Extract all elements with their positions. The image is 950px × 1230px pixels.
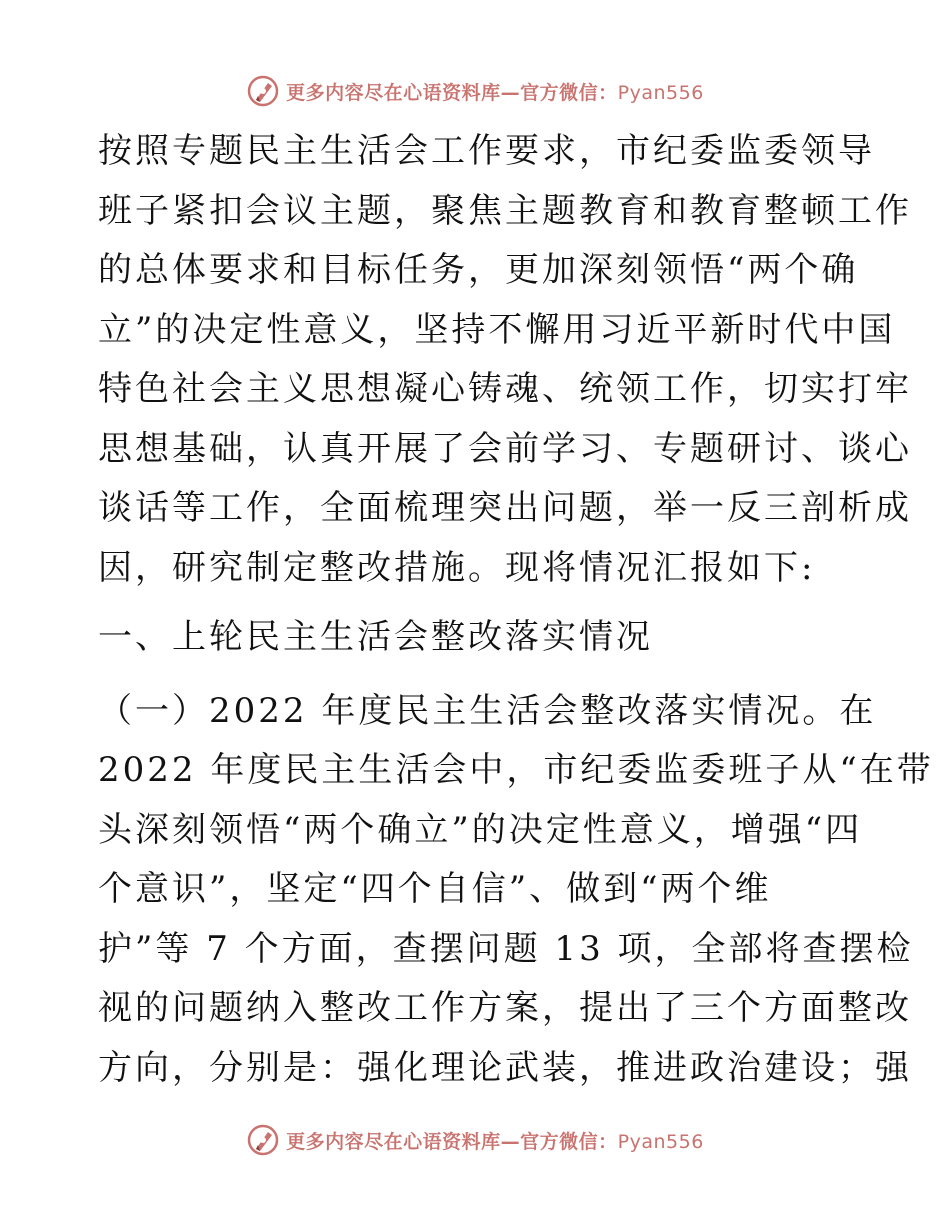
section-heading: 一、上轮民主生活会整改落实情况 bbox=[98, 617, 653, 657]
text-line: 按照专题民主生活会工作要求，市纪委监委领导 bbox=[98, 131, 875, 171]
pen-logo-icon bbox=[246, 74, 280, 108]
text-line: 头深刻领悟“两个确立”的决定性意义，增强“四 bbox=[98, 809, 863, 850]
paragraph-section-1 bbox=[98, 682, 934, 1099]
watermark-text: 更多内容尽在心语资料库—官方微信：Pyan556 bbox=[286, 81, 704, 104]
text-line: （一）2022 年度民主生活会整改落实情况。在 bbox=[98, 690, 877, 731]
pen-logo-icon bbox=[246, 1123, 280, 1157]
text-line: 谈话等工作，全面梳理突出问题，举一反三剖析成 bbox=[98, 488, 912, 528]
text-line: 特色社会主义思想凝心铸魂、统领工作，切实打牢 bbox=[98, 369, 912, 409]
watermark-text: 更多内容尽在心语资料库—官方微信：Pyan556 bbox=[286, 1130, 704, 1153]
watermark-header-bottom bbox=[0, 1120, 950, 1160]
text-line: 个意识”，坚定“四个自信”、做到“两个维 bbox=[98, 869, 772, 909]
text-line: 护”等 7 个方面，查摆问题 13 项，全部将查摆检 bbox=[98, 928, 914, 969]
document-body bbox=[98, 122, 934, 1098]
text-line: 因，研究制定整改措施。现将情况汇报如下: bbox=[98, 547, 816, 588]
watermark-header-top bbox=[0, 71, 950, 111]
text-line: 立”的决定性意义，坚持不懈用习近平新时代中国 bbox=[98, 309, 896, 350]
paragraph-intro bbox=[98, 122, 912, 598]
text-line: 视的问题纳入整改工作方案，提出了三个方面整改 bbox=[98, 988, 912, 1028]
text-line: 方向，分别是：强化理论武装，推进政治建设；强 bbox=[98, 1047, 912, 1088]
text-line: 思想基础，认真开展了会前学习、专题研讨、谈心 bbox=[98, 428, 912, 469]
text-line: 2022 年度民主生活会中，市纪委监委班子从“在带 bbox=[98, 750, 934, 790]
text-line: 班子紧扣会议主题，聚焦主题教育和教育整顿工作 bbox=[98, 190, 912, 231]
text-line: 的总体要求和目标任务，更加深刻领悟“两个确 bbox=[98, 250, 859, 290]
